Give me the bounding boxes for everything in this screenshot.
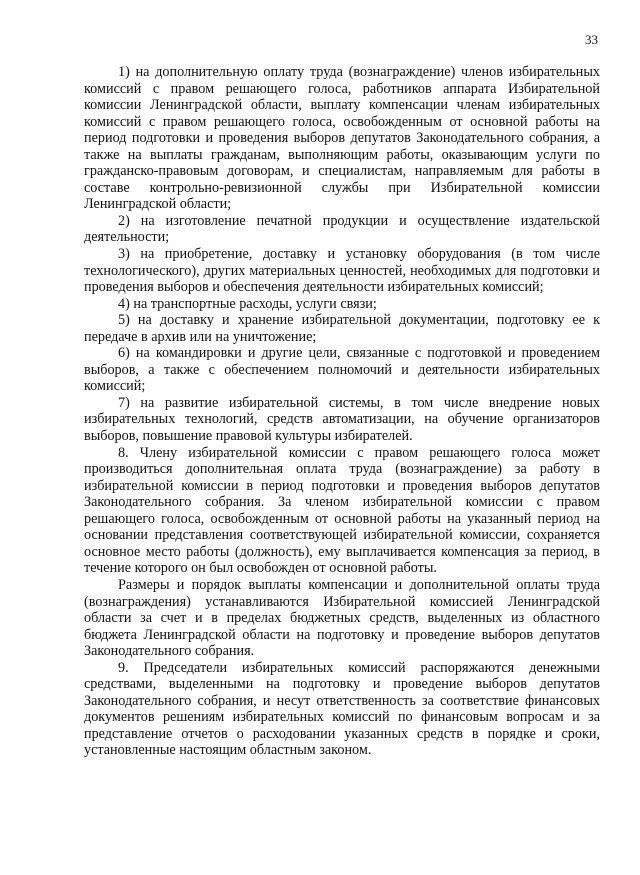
paragraph-item-6: 6) на командировки и другие цели, связанные с подготовкой и проведением выборов, а также с обеспечением полномочий и деятельности избирательных комиссий; [84,345,600,395]
paragraph-section-8: 8. Члену избирательной комиссии с правом решающего голоса может производиться дополнительная оплата труда (вознаграждение) за работу в избирательной комиссии в период подготовки и проведения выборов депутатов Законодательного собрания. За членом избирательной комиссии с правом решающего голоса, освобожденным от основной работы на указанный период на основании представления соответствующей избирательной комиссии, сохраняется основное место работы (должность), ему выплачивается компенсация за период, в течение которого он был освобожден от основной работы. [84,444,600,577]
page-number: 33 [585,32,598,47]
paragraph-item-3: 3) на приобретение, доставку и установку оборудования (в том числе технологического), других материальных ценностей, необходимых для подготовки и проведения выборов и обеспечения деятельности избирательных комиссий; [84,246,600,296]
document-body [84,64,600,759]
paragraph-item-2: 2) на изготовление печатной продукции и осуществление издательской деятельности; [84,212,600,246]
paragraph-item-1: 1) на дополнительную оплату труда (вознаграждение) членов избирательных комиссий с правом решающего голоса, работников аппарата Избирательной комиссии Ленинградской области, выплату компенсации членам избирательных комиссий с правом решающего голоса, освобожденным от основной работы на период подготовки и проведения выборов депутатов Законодательного собрания, а также на выплаты гражданам, выполняющим работы, оказывающим услуги по гражданско-правовым договорам, и специалистам, направляемым для работы в составе контрольно-ревизионной службы при Избирательной комиссии Ленинградской области; [84,64,600,213]
paragraph-item-7: 7) на развитие избирательной системы, в том числе внедрение новых избирательных технологий, средств автоматизации, на обучение организаторов выборов, повышение правовой культуры избирателей. [84,394,600,445]
paragraph-section-9: 9. Председатели избирательных комиссий распоряжаются денежными средствами, выделенными на подготовку и проведение выборов депутатов Законодательного собрания, и несут ответственность за соответствие финансовых документов решениям избирательных комиссий по финансовым вопросам и за представление отчетов о расходовании указанных средств в порядке и сроки, установленные настоящим областным законом. [84,659,600,759]
paragraph-compensation: Размеры и порядок выплаты компенсации и дополнительной оплаты труда (вознаграждения) устанавливаются Избирательной комиссией Ленинградской области за счет и в пределах бюджетных средств, выделенных из областного бюджета Ленинградской области на подготовку и проведение выборов депутатов Законодательного собрания. [84,576,600,660]
paragraph-item-4: 4) на транспортные расходы, услуги связи; [118,295,377,312]
paragraph-item-5: 5) на доставку и хранение избирательной документации, подготовку ее к передаче в архив или на уничтожение; [84,312,600,345]
